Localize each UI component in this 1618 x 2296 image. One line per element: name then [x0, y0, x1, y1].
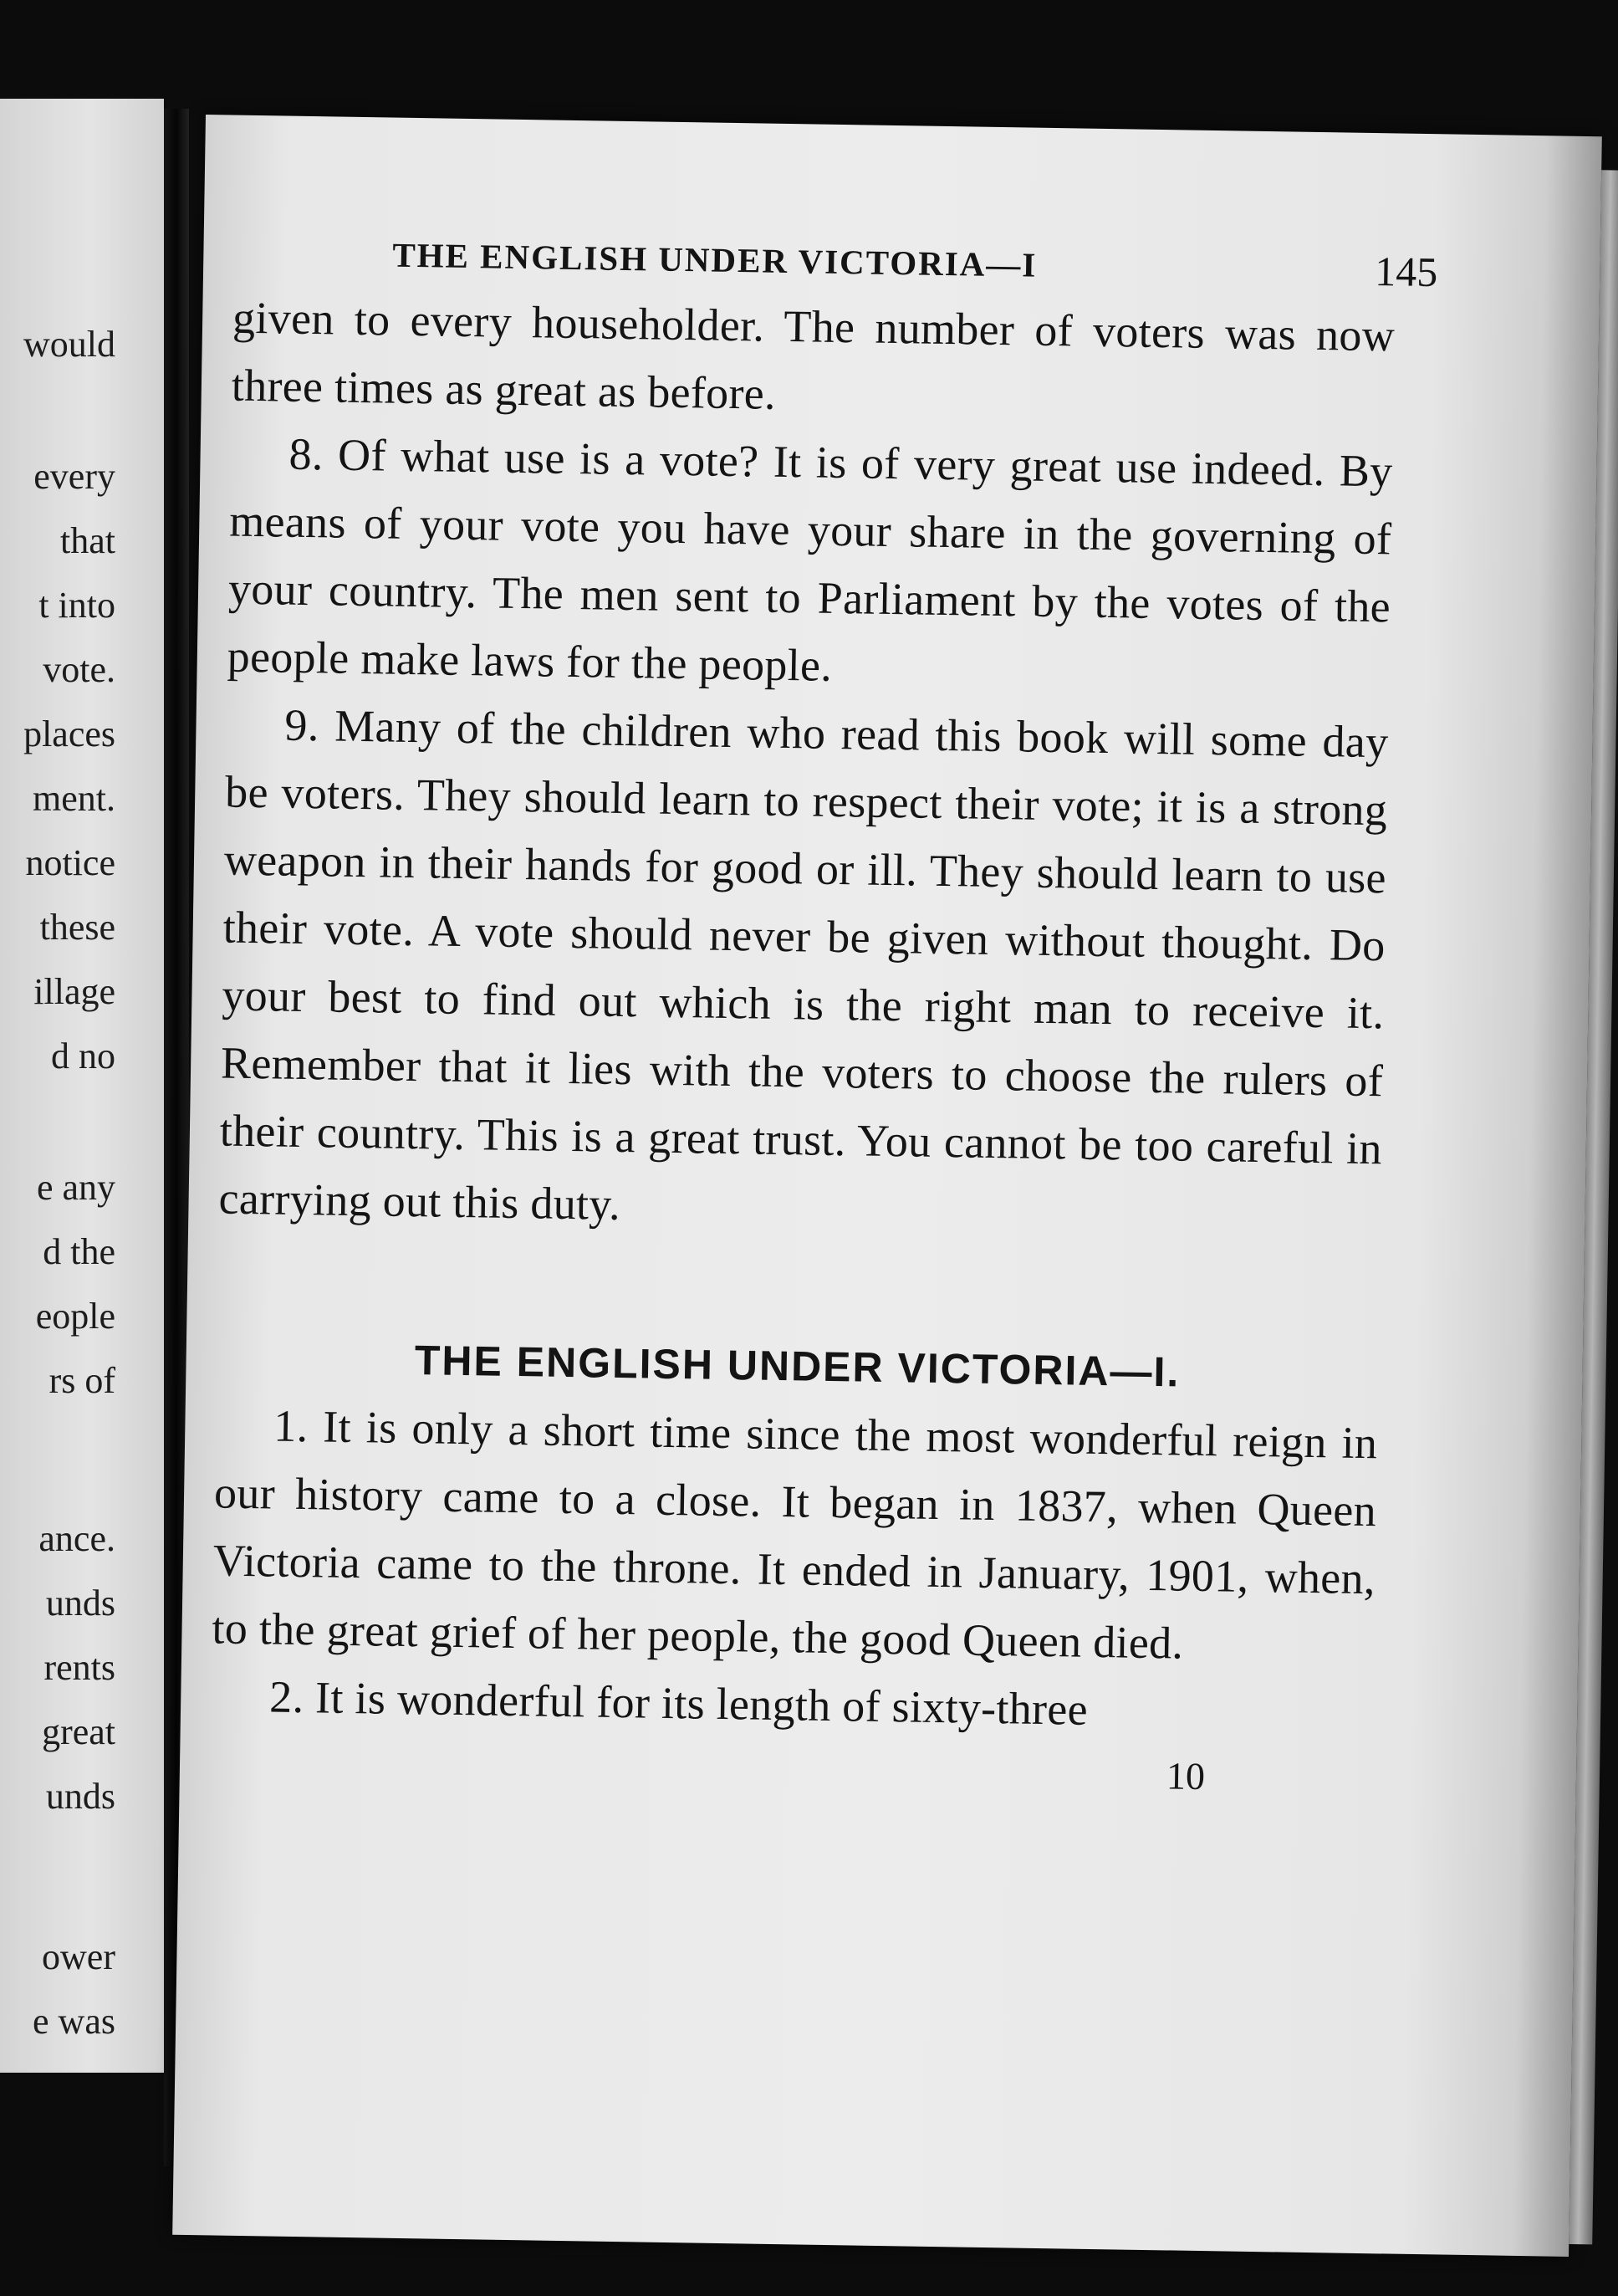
left-page-fragment: ment.	[33, 778, 115, 819]
paragraph-9: 9. Many of the children who read this book will some day be voters. They should learn to respect their vote; it is a strong weapon in their hands for good or ill. They should learn to use their vote. A vote should never be given without thought. Do your best to find out which is the right man to receive it. Remember that it lies with the voters to choose the rulers of their country. This is a great trust. You cannot be too careful in carrying out this duty.	[218, 699, 1389, 1230]
running-title: THE ENGLISH UNDER VICTORIA—I	[392, 235, 1038, 284]
left-page-fragment: d the	[43, 1231, 115, 1272]
left-page-fragment: t into	[38, 585, 115, 626]
left-page-fragment: unds	[45, 1776, 115, 1817]
left-page-fragment: places	[23, 713, 115, 754]
paragraph-continuation: given to every householder. The number of voters was now three times as great as before.	[231, 292, 1396, 419]
page-number: 145	[1374, 248, 1438, 296]
left-page-fragment: every	[33, 456, 115, 497]
left-page-fragment: e was	[33, 2001, 115, 2042]
book-page	[172, 115, 1602, 2257]
left-page-fragment: illage	[33, 971, 115, 1012]
printer-signature-mark: 10	[1166, 1754, 1206, 1798]
left-page-fragment: rents	[43, 1647, 115, 1688]
section-paragraph-1: 1. It is only a short time since the most wonderful reign in our history came to a close. It began in 1837, when Queen Victoria came to the throne. It ended in January, 1901, when, to the great grief of her people, the good Queen died.	[212, 1400, 1378, 1669]
left-page-fragment: d no	[51, 1036, 115, 1076]
left-page-fragment: would	[23, 324, 115, 365]
left-page-fragment: eople	[35, 1296, 115, 1337]
previous-page	[0, 99, 164, 2073]
left-page-fragment: rs of	[48, 1360, 115, 1401]
left-page-fragment: unds	[45, 1583, 115, 1624]
left-page-fragment: these	[39, 907, 115, 948]
left-page-fragment: great	[42, 1711, 115, 1752]
left-page-fragment: notice	[25, 842, 115, 883]
left-page-fragment: vote.	[43, 649, 115, 690]
section-heading: THE ENGLISH UNDER VICTORIA—I.	[414, 1337, 1181, 1396]
left-page-fragment: ance.	[38, 1518, 115, 1559]
left-page-fragment: that	[60, 520, 115, 561]
left-page-fragment: ower	[42, 1936, 115, 1977]
page-edge	[1569, 170, 1618, 2244]
paragraph-8: 8. Of what use is a vote? It is of very great use indeed. By means of your vote you have your share in the governing of your country. The men sent to Parliament by the votes of the people make laws for the people.	[227, 428, 1393, 691]
section-paragraph-2: 2. It is wonderful for its length of sixty-three	[268, 1671, 1089, 1735]
page-content	[210, 226, 1438, 1802]
left-page-fragment: e any	[36, 1167, 115, 1208]
